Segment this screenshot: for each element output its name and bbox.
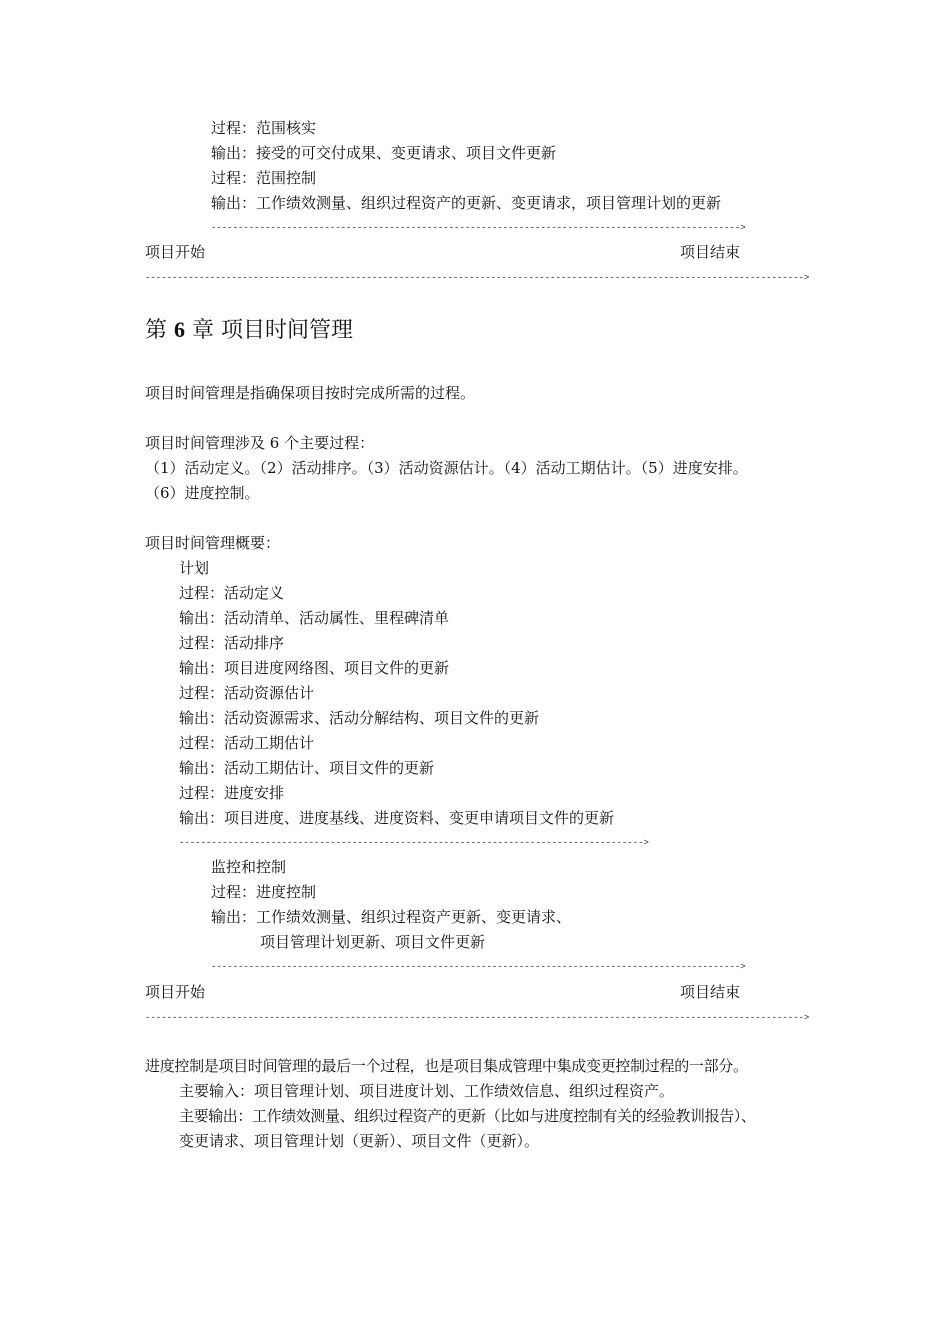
plan-line: 过程：活动定义 [179,584,285,602]
outer-arrow-1: --------------------------------------------------------------------------------------------------------------------------> [145,273,810,283]
plan-line: 输出：活动清单、活动属性、里程碑清单 [179,609,450,627]
inner-arrow-1: --------------------------------------------------------------------------------------------------> [211,223,746,233]
output-scope-control: 输出：工作绩效测量、组织过程资产的更新、变更请求，项目管理计划的更新 [211,194,722,212]
main-outputs-cont: 变更请求、项目管理计划（更新）、项目文件（更新）。 [179,1132,540,1150]
output-scope-verify: 输出：接受的可交付成果、变更请求、项目文件更新 [211,144,557,162]
monitor-heading: 监控和控制 [211,858,287,876]
project-end-label-1: 项目结束 [680,243,741,261]
main-outputs: 主要输出：工作绩效测量、组织过程资产的更新（比如与进度控制有关的经验教训报告）、 [179,1107,756,1125]
plan-line: 输出：活动工期估计、项目文件的更新 [179,759,435,777]
monitor-process: 过程：进度控制 [211,883,317,901]
plan-line: 过程：活动排序 [179,634,285,652]
plan-line: 过程：进度安排 [179,784,285,802]
inner-arrow-2: --------------------------------------------------------------------------------------------------> [211,962,746,972]
overview-heading: 项目时间管理概要： [145,534,281,552]
main-inputs: 主要输入：项目管理计划、项目进度计划、工作绩效信息、组织过程资产。 [179,1082,675,1100]
project-end-label-2: 项目结束 [680,983,741,1001]
monitor-output: 输出：工作绩效测量、组织过程资产更新、变更请求、 [211,908,572,926]
process-scope-verify: 过程：范围核实 [211,119,317,137]
intro-definition: 项目时间管理是指确保项目按时完成所需的过程。 [145,384,476,402]
plan-line: 输出：项目进度、进度基线、进度资料、变更申请项目文件的更新 [179,809,615,827]
plan-line: 过程：活动资源估计 [179,684,315,702]
intro-process-list-cont: （6）进度控制。 [145,484,260,502]
monitor-output-cont: 项目管理计划更新、项目文件更新 [260,933,486,951]
plan-heading: 计划 [179,559,210,577]
process-scope-control: 过程：范围控制 [211,169,317,187]
outer-arrow-2: --------------------------------------------------------------------------------------------------------------------------> [145,1013,810,1023]
plan-line: 过程：活动工期估计 [179,734,315,752]
project-start-label-2: 项目开始 [145,983,206,1001]
intro-process-list: （1）活动定义。（2）活动排序。（3）活动资源估计。（4）活动工期估计。（5）进度安排。 [145,459,748,477]
plan-line: 输出：项目进度网络图、项目文件的更新 [179,659,450,677]
intro-process-count: 项目时间管理涉及 6 个主要过程： [145,434,375,452]
plan-line: 输出：活动资源需求、活动分解结构、项目文件的更新 [179,709,540,727]
closing-paragraph: 进度控制是项目时间管理的最后一个过程，也是项目集成管理中集成变更控制过程的一部分。 [145,1057,748,1075]
plan-arrow: --------------------------------------------------------------------------------------> [179,838,649,848]
chapter-title: 第 6 章 项目时间管理 [145,317,354,343]
project-start-label-1: 项目开始 [145,243,206,261]
